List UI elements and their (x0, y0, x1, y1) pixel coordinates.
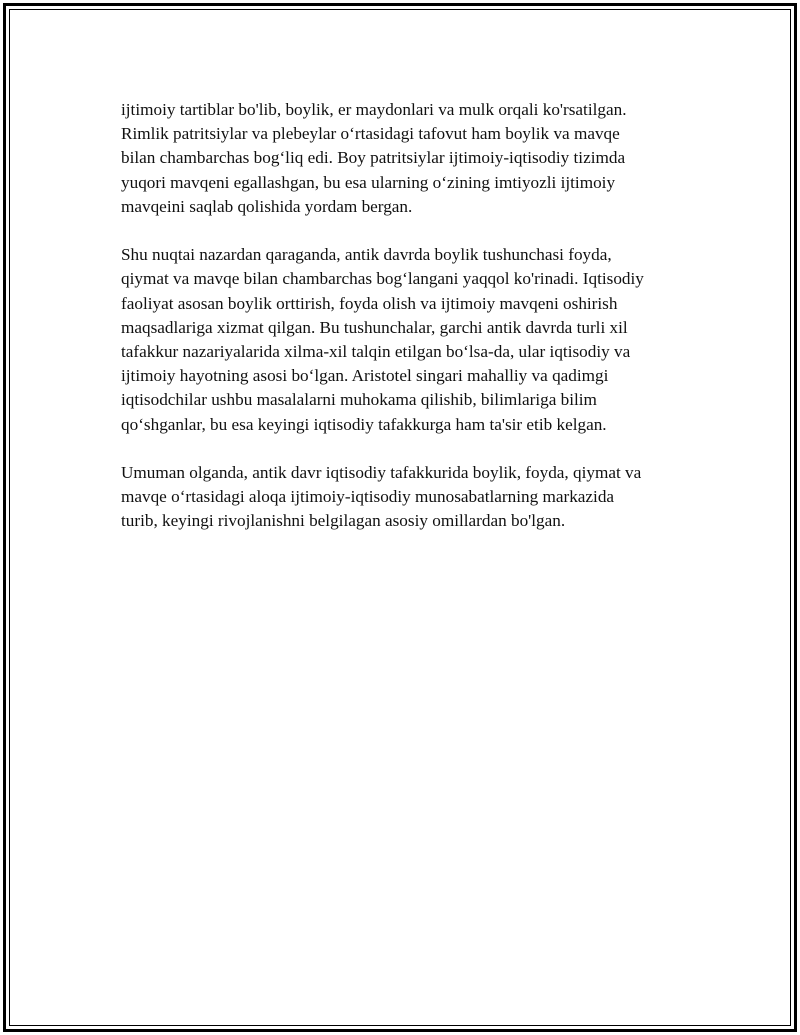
paragraph-line: faoliyat asosan boylik orttirish, foyda olish va ijtimoiy mavqeni oshirish (121, 293, 618, 313)
paragraph-line: turib, keyingi rivojlanishni belgilagan asosiy omillardan bo'lgan. (121, 511, 566, 531)
paragraph-line: qo‘shganlar, bu esa keyingi iqtisodiy tafakkurga ham ta'sir etib kelgan. (121, 414, 607, 434)
paragraph-line: mavqeini saqlab qolishida yordam bergan. (121, 196, 413, 216)
paragraph-line: mavqe o‘rtasidagi aloqa ijtimoiy-iqtisodiy munosabatlarning markazida (121, 487, 615, 507)
paragraph-line: qiymat va mavqe bilan chambarchas bog‘langani yaqqol ko'rinadi. Iqtisodiy (121, 269, 644, 289)
paragraph-line: tafakkur nazariyalarida xilma-xil talqin etilgan bo‘lsa-da, ular iqtisodiy va (121, 342, 631, 362)
paragraph-line: Umuman olganda, antik davr iqtisodiy tafakkurida boylik, foyda, qiymat va (121, 463, 642, 483)
paragraph-line: maqsadlariga xizmat qilgan. Bu tushunchalar, garchi antik davrda turli xil (121, 317, 628, 337)
paragraph-line: Rimlik patritsiylar va plebeylar o‘rtasidagi tafovut ham boylik va mavqe (121, 124, 620, 144)
paragraph-3 (121, 461, 701, 534)
paragraph-line: yuqori mavqeni egallashgan, bu esa ularning o‘zining imtiyozli ijtimoiy (121, 172, 616, 192)
paragraph-line: bilan chambarchas bog‘liq edi. Boy patritsiylar ijtimoiy-iqtisodiy tizimda (121, 148, 626, 168)
paragraph-line: iqtisodchilar ushbu masalalarni muhokama qilishib, bilimlariga bilim (121, 390, 597, 410)
paragraph-line: ijtimoiy tartiblar bo'lib, boylik, er maydonlari va mulk orqali ko'rsatilgan. (121, 100, 627, 119)
paragraph-line: Shu nuqtai nazardan qaraganda, antik davrda boylik tushunchasi foyda, (121, 245, 612, 265)
page-frame (3, 3, 797, 1032)
page-body (121, 98, 701, 558)
paragraph-2 (121, 243, 701, 437)
paragraph-1 (121, 98, 701, 219)
paragraph-line: ijtimoiy hayotning asosi bo‘lgan. Aristotel singari mahalliy va qadimgi (121, 366, 609, 386)
